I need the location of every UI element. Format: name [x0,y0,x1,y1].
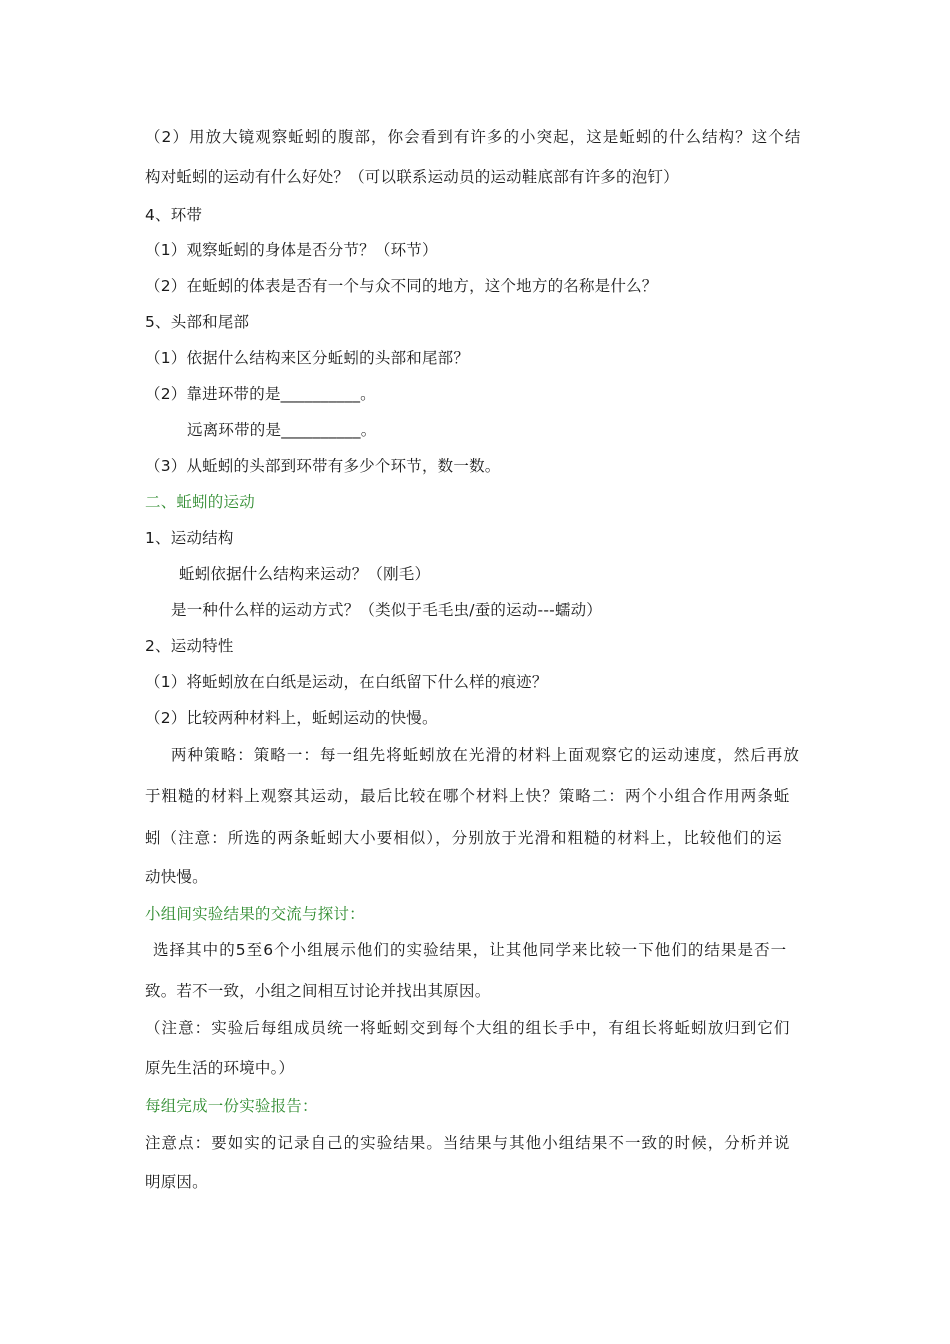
text-line: （3）从蚯蚓的头部到环带有多少个环节，数一数。 [145,457,501,475]
text-line: 两种策略：策略一：每一组先将蚯蚓放在光滑的材料上面观察它的运动速度，然后再放 [171,746,800,764]
text-line: 致。若不一致，小组之间相互讨论并找出其原因。 [145,982,491,1000]
text-line: 原先生活的环境中。） [145,1059,295,1077]
text-line: 蚓（注意：所选的两条蚯蚓大小要相似），分别放于光滑和粗糙的材料上，比较他们的运 [145,829,783,847]
text-line: 注意点：要如实的记录自己的实验结果。当结果与其他小组结果不一致的时候，分析并说 [145,1134,791,1152]
text-line: 于粗糙的材料上观察其运动，最后比较在哪个材料上快？策略二：两个小组合作用两条蚯 [145,787,791,805]
text-line: 选择其中的5至6个小组展示他们的实验结果，让其他同学来比较一下他们的结果是否一 [153,941,788,959]
section-heading: 2、运动特性 [145,637,234,655]
text-line: 构对蚯蚓的运动有什么好处？（可以联系运动员的运动鞋底部有许多的泡钉） [145,168,679,186]
text-line: （2）比较两种材料上，蚯蚓运动的快慢。 [145,709,438,727]
section-heading: 5、头部和尾部 [145,313,250,331]
section-heading: 4、环带 [145,206,203,224]
text-line: 远离环带的是__________。 [187,421,377,439]
text-line: （注意：实验后每组成员统一将蚯蚓交到每个大组的组长手中，有组长将蚯蚓放归到它们 [145,1019,791,1037]
text-line: 动快慢。 [145,868,208,886]
green-heading: 二、蚯蚓的运动 [145,493,255,511]
section-heading: 1、运动结构 [145,529,234,547]
green-heading: 每组完成一份实验报告： [145,1097,318,1115]
text-line: （1）观察蚯蚓的身体是否分节？（环节） [145,241,438,259]
text-line: （1）依据什么结构来区分蚯蚓的头部和尾部？ [145,349,470,367]
text-line: （1）将蚯蚓放在白纸是运动，在白纸留下什么样的痕迹？ [145,673,548,691]
text-line: （2）在蚯蚓的体表是否有一个与众不同的地方，这个地方的名称是什么？ [145,277,658,295]
text-line: 是一种什么样的运动方式？（类似于毛毛虫/蚕的运动---蠕动） [171,601,603,619]
green-heading: 小组间实验结果的交流与探讨： [145,905,365,923]
text-line: （2）靠进环带的是__________。 [145,385,376,403]
text-line: 蚯蚓依据什么结构来运动？（刚毛） [179,565,431,583]
text-line: 明原因。 [145,1173,208,1191]
text-line: （2）用放大镜观察蚯蚓的腹部，你会看到有许多的小突起，这是蚯蚓的什么结构？这个结 [145,128,802,146]
